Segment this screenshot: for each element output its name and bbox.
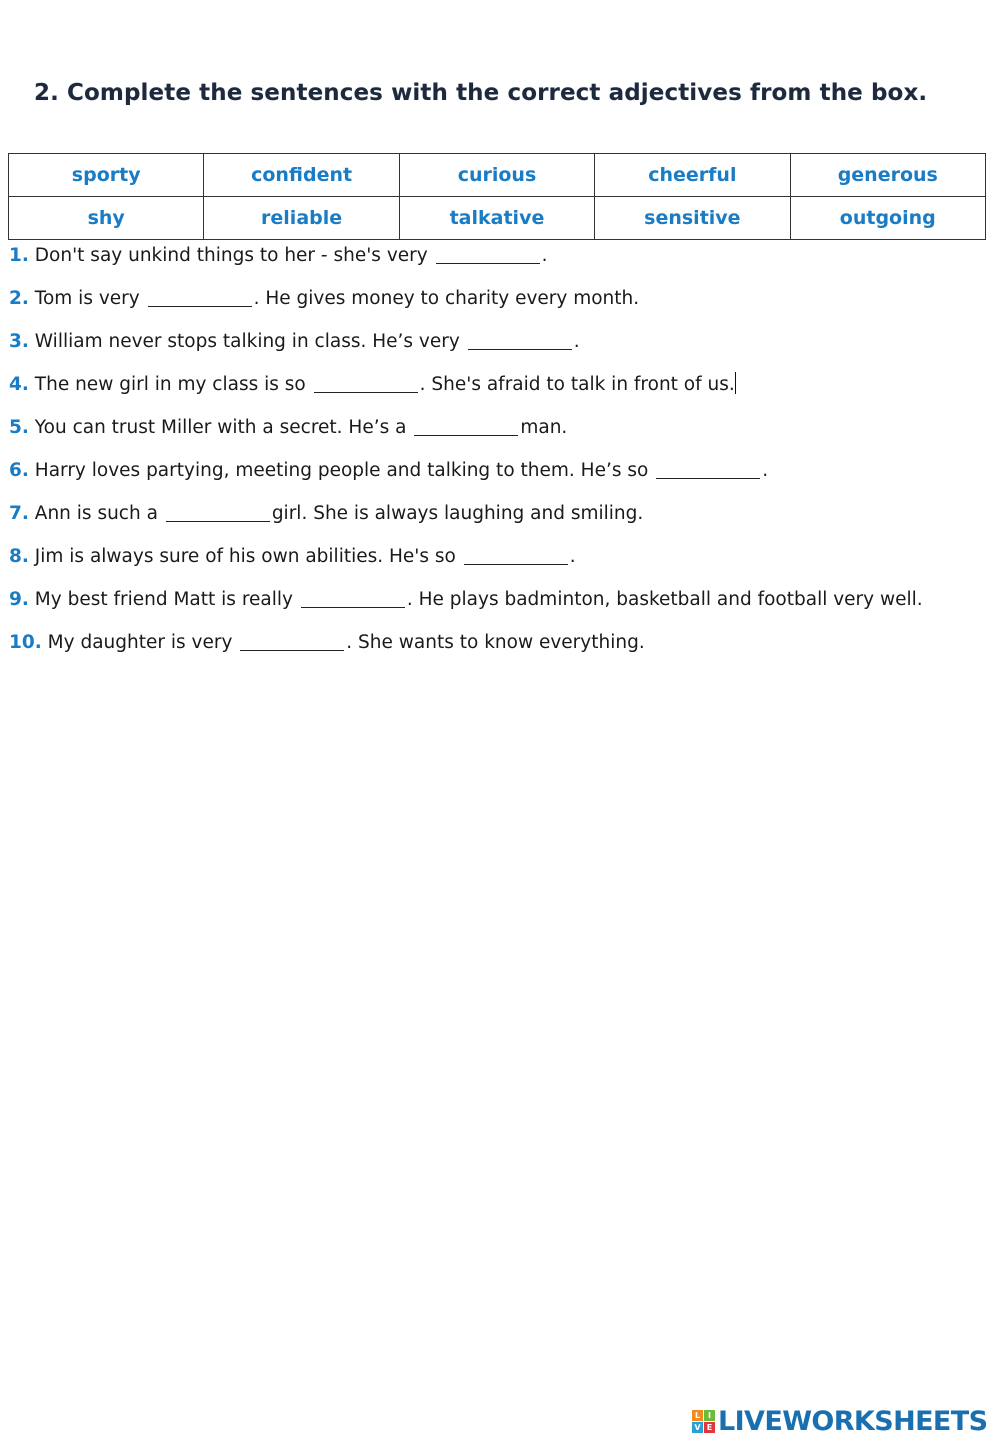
sentence-text: . He gives money to charity every month. xyxy=(253,288,640,309)
exercise-title: 2. Complete the sentences with the correct adjectives from the box. xyxy=(34,80,928,106)
sentence-text: My best friend Matt is really xyxy=(34,589,293,610)
sentence-text: . She wants to know everything. xyxy=(346,632,645,653)
logo-mark-icon xyxy=(692,1410,715,1433)
word-talkative: talkative xyxy=(399,197,594,240)
logo-mark-v: V xyxy=(692,1422,703,1433)
sentence-text: girl. She is always laughing and smiling. xyxy=(271,503,644,524)
sentence-number: 9. xyxy=(9,589,29,610)
sentence-number: 4. xyxy=(9,374,29,395)
answer-blank-9[interactable] xyxy=(301,587,405,608)
sentence-number: 8. xyxy=(9,546,29,567)
sentence-7 xyxy=(9,498,994,541)
word-generous: generous xyxy=(790,154,985,197)
sentence-8 xyxy=(9,541,994,584)
logo-text: LIVEWORKSHEETS xyxy=(718,1405,988,1437)
sentence-text: You can trust Miller with a secret. He’s a xyxy=(34,417,407,438)
word-shy: shy xyxy=(9,197,204,240)
sentence-list xyxy=(9,240,994,670)
answer-blank-3[interactable] xyxy=(468,329,572,350)
answer-blank-6[interactable] xyxy=(656,458,760,479)
logo-mark-e: E xyxy=(704,1422,715,1433)
word-box-row xyxy=(9,197,986,240)
answer-blank-10[interactable] xyxy=(240,630,344,651)
sentence-text: Tom is very xyxy=(34,288,140,309)
word-outgoing: outgoing xyxy=(790,197,985,240)
word-sporty: sporty xyxy=(9,154,204,197)
sentence-text: Harry loves partying, meeting people and talking to them. He’s so xyxy=(34,460,649,481)
sentence-text: . He plays badminton, basketball and football very well. xyxy=(406,589,923,610)
word-curious: curious xyxy=(399,154,594,197)
sentence-text: Ann is such a xyxy=(34,503,158,524)
answer-blank-2[interactable] xyxy=(148,286,252,307)
sentence-text: Jim is always sure of his own abilities. He's so xyxy=(34,546,456,567)
sentence-number: 6. xyxy=(9,460,29,481)
sentence-6 xyxy=(9,455,994,498)
answer-blank-4[interactable] xyxy=(314,372,418,393)
word-box xyxy=(8,153,986,240)
sentence-number: 2. xyxy=(9,288,29,309)
sentence-3 xyxy=(9,326,994,369)
sentence-9 xyxy=(9,584,994,627)
word-box-row xyxy=(9,154,986,197)
sentence-text: My daughter is very xyxy=(47,632,233,653)
sentence-text: . She's afraid to talk in front of us. xyxy=(419,374,735,395)
sentence-text: Don't say unkind things to her - she's very xyxy=(34,245,428,266)
sentence-text: William never stops talking in class. He’s very xyxy=(34,331,460,352)
sentence-5 xyxy=(9,412,994,455)
text-cursor xyxy=(735,372,736,394)
logo-mark-i: I xyxy=(704,1410,715,1421)
sentence-number: 3. xyxy=(9,331,29,352)
sentence-text: . xyxy=(569,546,576,567)
word-cheerful: cheerful xyxy=(595,154,790,197)
sentence-10 xyxy=(9,627,994,670)
sentence-number: 7. xyxy=(9,503,29,524)
sentence-number: 1. xyxy=(9,245,29,266)
sentence-text: . xyxy=(541,245,548,266)
sentence-2 xyxy=(9,283,994,326)
sentence-number: 5. xyxy=(9,417,29,438)
sentence-text: . xyxy=(762,460,769,481)
word-sensitive: sensitive xyxy=(595,197,790,240)
word-reliable: reliable xyxy=(204,197,399,240)
answer-blank-5[interactable] xyxy=(414,415,518,436)
sentence-4 xyxy=(9,369,994,412)
answer-blank-7[interactable] xyxy=(166,501,270,522)
sentence-text: . xyxy=(573,331,580,352)
sentence-1 xyxy=(9,240,994,283)
answer-blank-8[interactable] xyxy=(464,544,568,565)
sentence-text: The new girl in my class is so xyxy=(34,374,306,395)
answer-blank-1[interactable] xyxy=(436,243,540,264)
sentence-number: 10. xyxy=(9,632,42,653)
sentence-text: man. xyxy=(520,417,568,438)
liveworksheets-logo xyxy=(692,1405,987,1437)
logo-mark-l: L xyxy=(692,1410,703,1421)
word-confident: confident xyxy=(204,154,399,197)
